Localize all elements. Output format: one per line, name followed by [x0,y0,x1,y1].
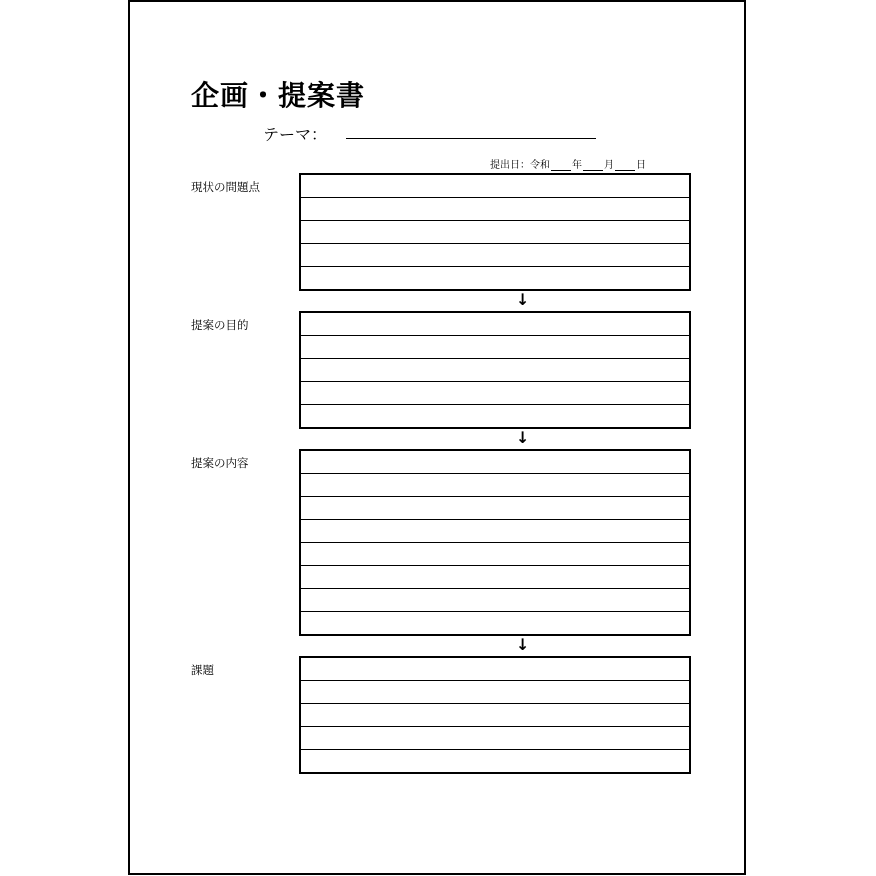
section-label-current-issues: 現状の問題点 [191,180,260,194]
writing-line [301,474,689,497]
writing-line [301,681,689,704]
year-blank [551,161,571,171]
writing-line [301,244,689,267]
down-arrow-icon: ↓ [516,428,530,447]
writing-line [301,589,689,612]
writing-line [301,658,689,681]
writing-line [301,520,689,543]
month-label: 月 [604,160,614,171]
document-title: 企画・提案書 [191,79,366,112]
section-box-challenges[interactable] [299,656,691,774]
writing-line [301,566,689,589]
theme-label: テーマ： [263,125,328,144]
down-arrow-icon: ↓ [516,635,530,654]
year-label: 年 [572,160,582,171]
section-label-content: 提案の内容 [191,456,249,470]
submission-date [490,156,646,171]
section-box-purpose[interactable] [299,311,691,429]
writing-line [301,612,689,634]
section-label-challenges: 課題 [191,663,214,677]
writing-line [301,382,689,405]
day-blank [615,161,635,171]
document-page [128,0,746,875]
writing-line [301,198,689,221]
section-box-current-issues[interactable] [299,173,691,291]
writing-line [301,359,689,382]
writing-line [301,750,689,772]
section-box-content[interactable] [299,449,691,636]
month-blank [583,161,603,171]
writing-line [301,451,689,474]
writing-line [301,221,689,244]
theme-blank-line [346,138,596,139]
date-prefix: 提出日：令和 [490,160,550,171]
down-arrow-icon: ↓ [516,290,530,309]
writing-line [301,727,689,750]
writing-line [301,175,689,198]
writing-line [301,336,689,359]
writing-line [301,267,689,289]
section-label-purpose: 提案の目的 [191,318,249,332]
writing-line [301,497,689,520]
writing-line [301,405,689,427]
writing-line [301,704,689,727]
writing-line [301,313,689,336]
writing-line [301,543,689,566]
day-label: 日 [636,160,646,171]
